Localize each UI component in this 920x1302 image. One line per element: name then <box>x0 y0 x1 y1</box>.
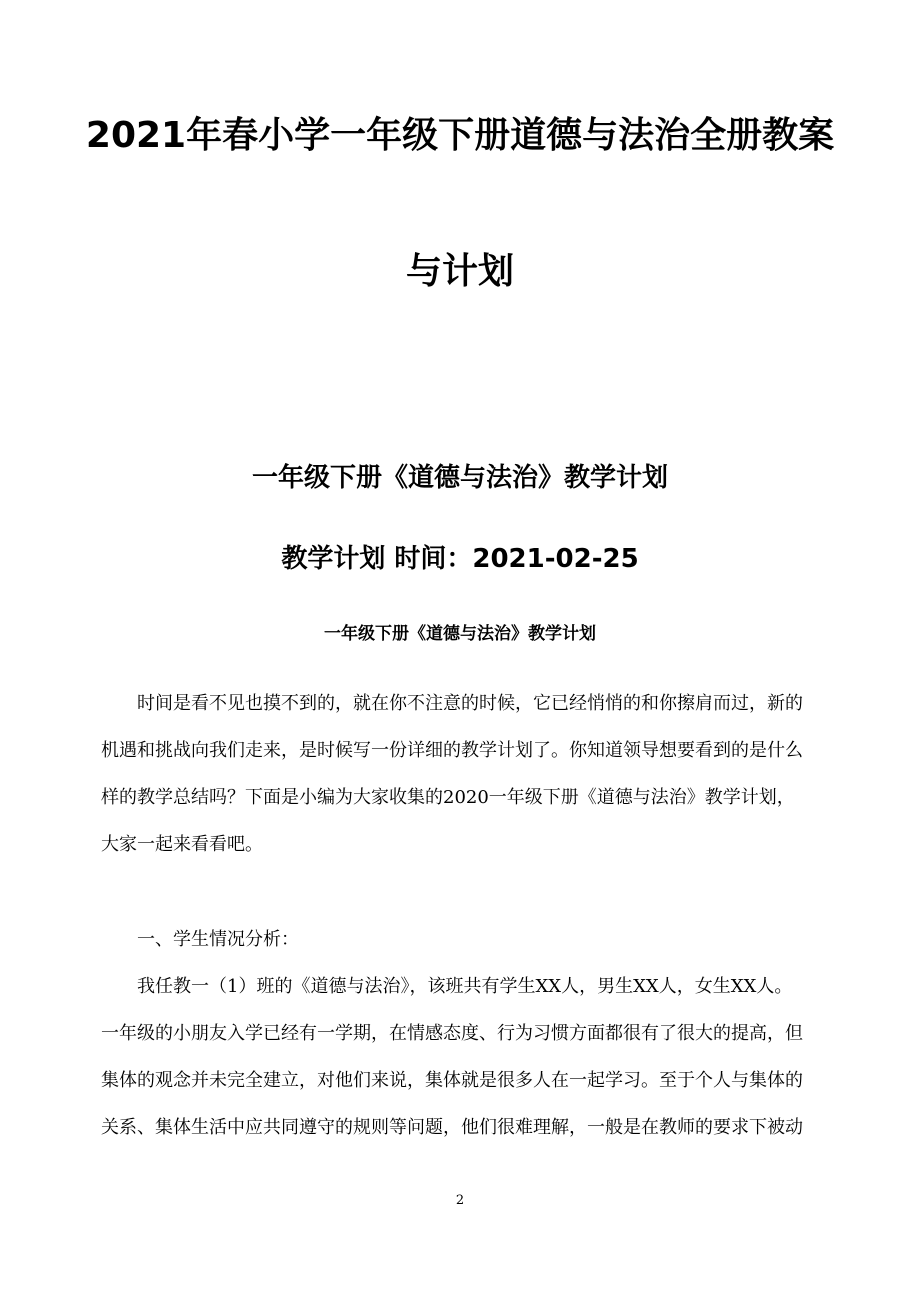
section-line: 集体的观念并未完全建立，对他们来说，集体就是很多人在一起学习。至于个人与集体的 <box>101 1070 803 1091</box>
section-line: 我任教一（1）班的《道德与法治》，该班共有学生XX人，男生XX人，女生XX人。 <box>137 976 793 997</box>
intro-line: 样的教学总结吗？下面是小编为大家收集的2020一年级下册《道德与法治》教学计划， <box>101 787 795 808</box>
section-line: 一年级的小朋友入学已经有一学期，在情感态度、行为习惯方面都很有了很大的提高，但 <box>101 1023 803 1044</box>
document-title-line-1: 2021年春小学一年级下册道德与法治全册教案 <box>85 115 835 156</box>
intro-line: 时间是看不见也摸不到的，就在你不注意的时候，它已经悄悄的和你擦肩而过，新的 <box>137 693 803 714</box>
section-title: 一、学生情况分析： <box>137 929 299 950</box>
plan-subheading: 一年级下册《道德与法治》教学计划 <box>324 624 596 644</box>
page-number: 2 <box>455 1193 465 1208</box>
intro-line: 机遇和挑战向我们走来，是时候写一份详细的教学计划了。你知道领导想要看到的是什么 <box>101 740 803 761</box>
student-analysis-section <box>101 916 823 1151</box>
section-line: 关系、集体生活中应共同遵守的规则等问题，他们很难理解，一般是在教师的要求下被动 <box>101 1117 803 1138</box>
intro-line: 大家一起来看看吧。 <box>101 834 263 855</box>
intro-paragraph <box>101 680 823 868</box>
document-title-line-2: 与计划 <box>405 251 514 292</box>
plan-time-heading: 教学计划 时间：2021-02-25 <box>281 544 639 574</box>
plan-heading: 一年级下册《道德与法治》教学计划 <box>251 463 668 493</box>
